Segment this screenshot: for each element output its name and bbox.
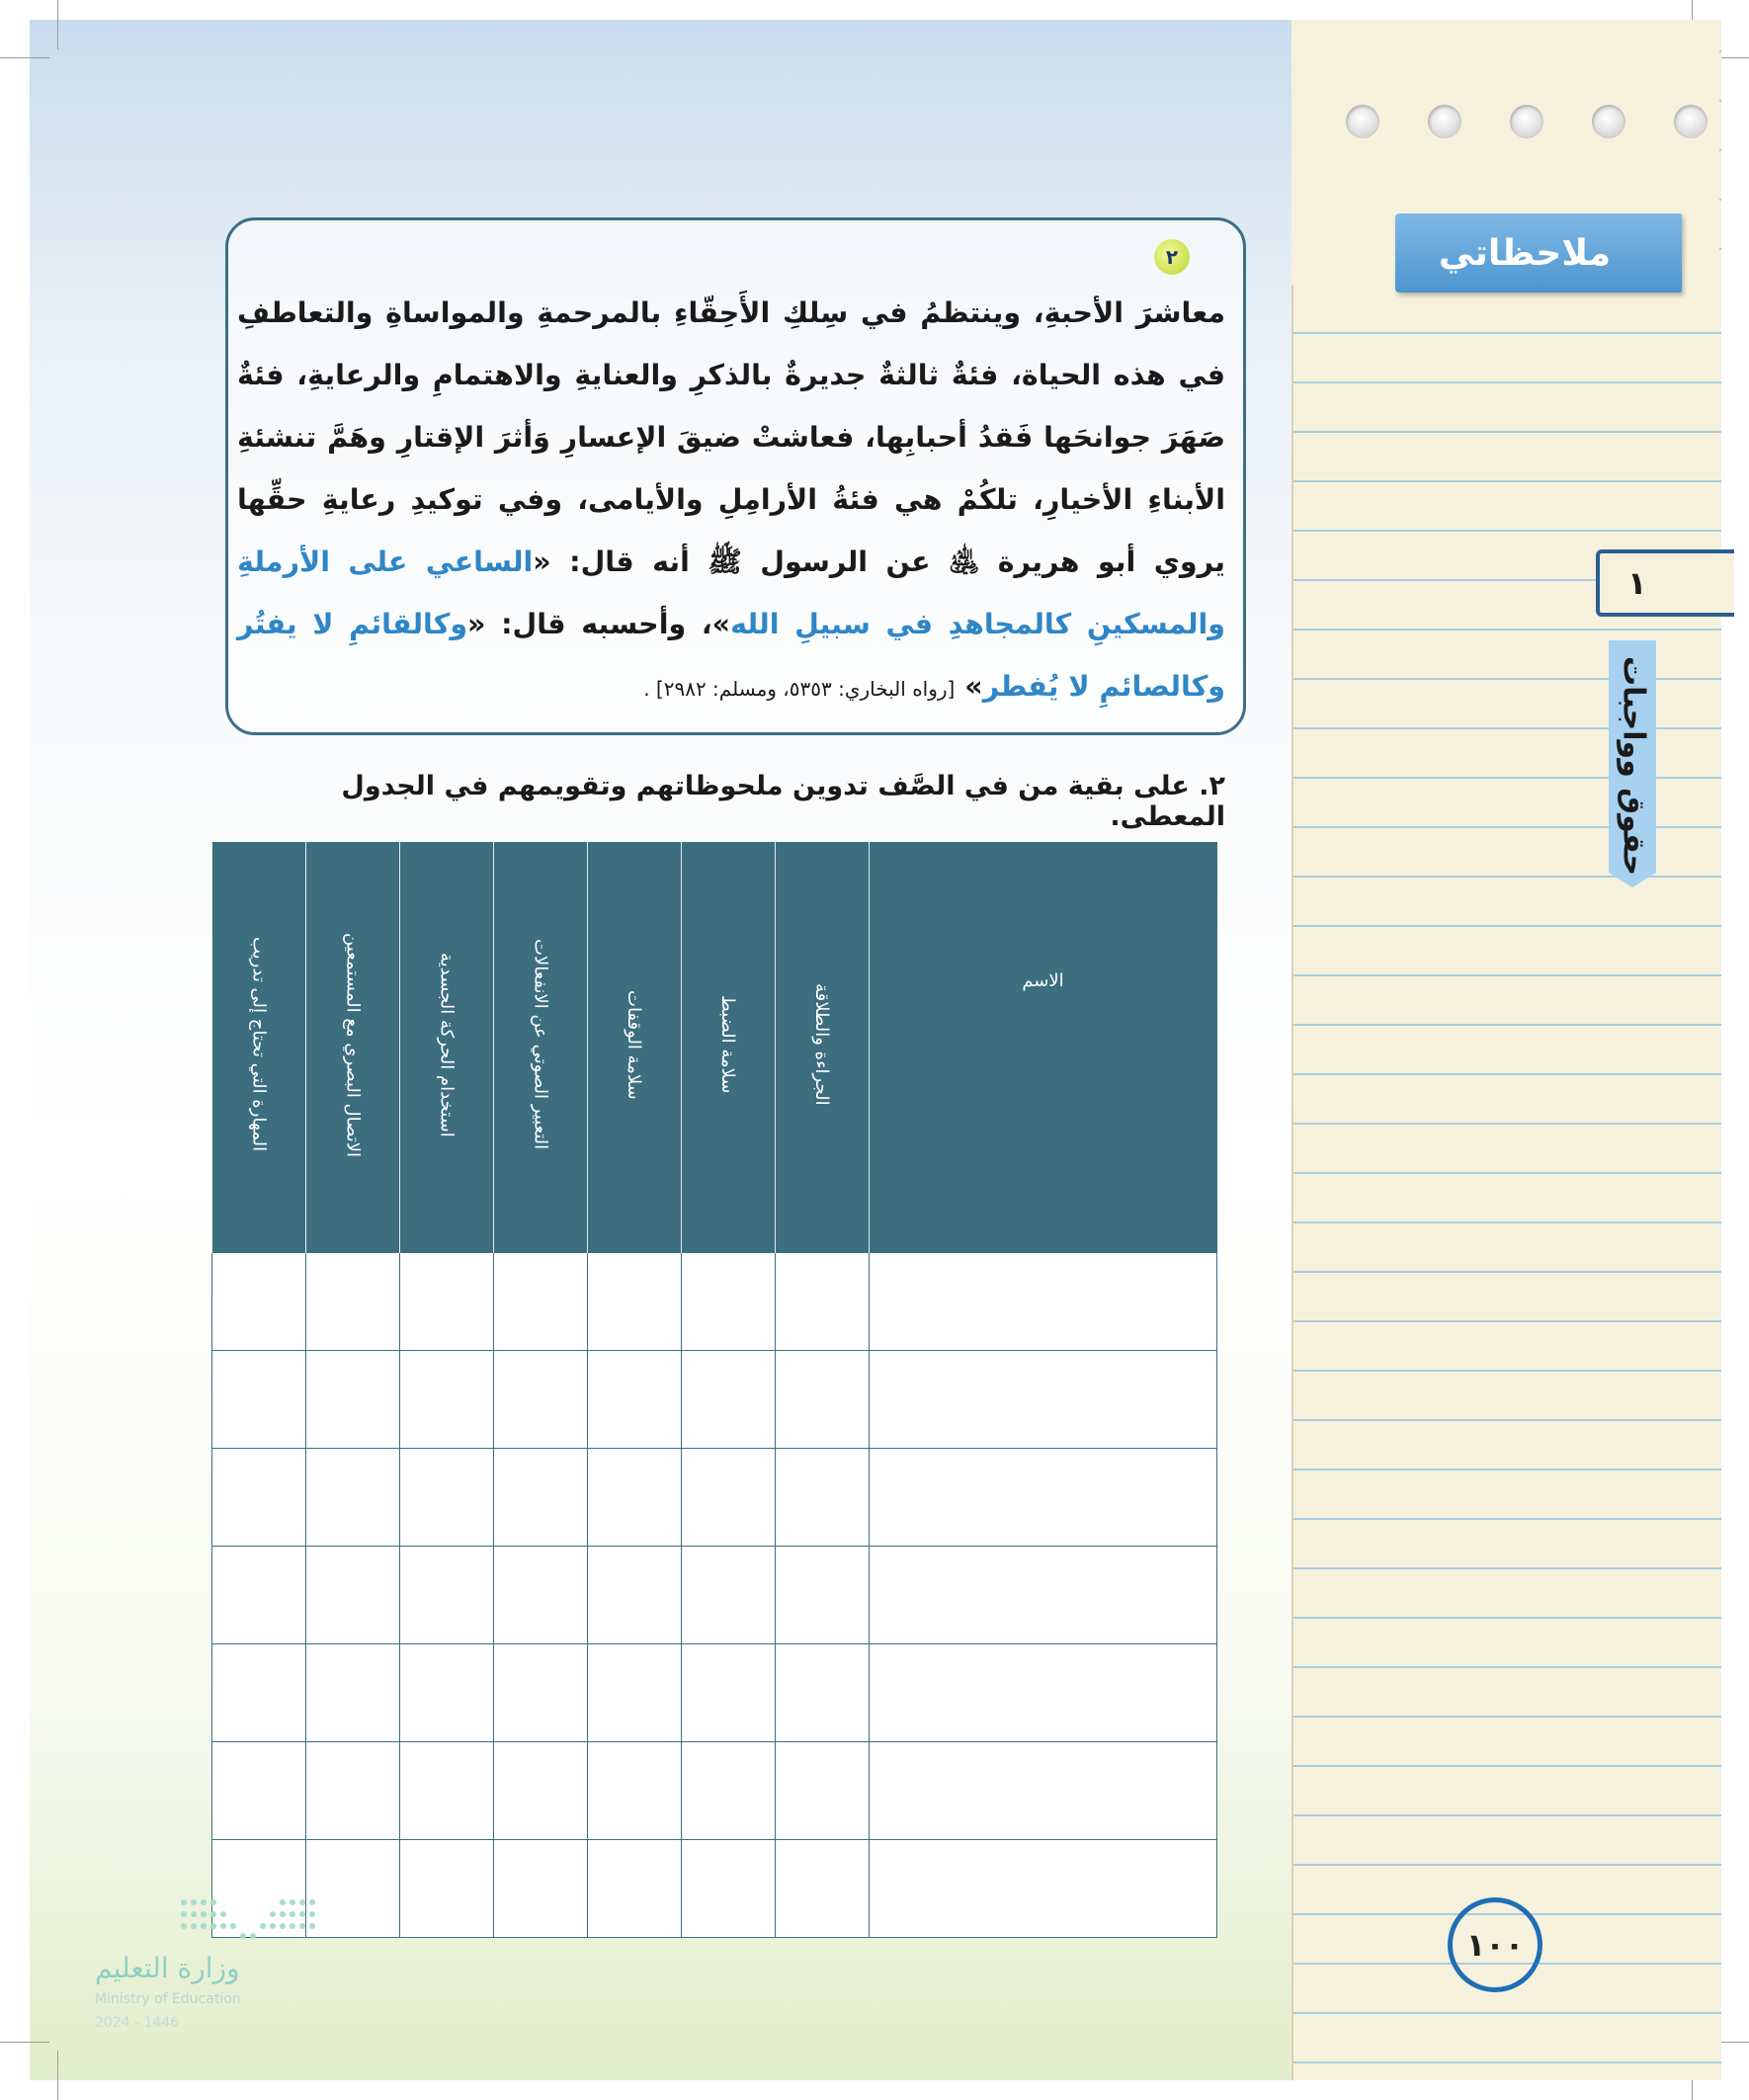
notes-tab-label: ملاحظاتي — [1438, 232, 1611, 274]
evaluation-table — [211, 842, 1217, 1938]
table-cell[interactable] — [775, 1742, 869, 1840]
table-cell[interactable] — [587, 1840, 681, 1938]
table-cell[interactable] — [869, 1351, 1217, 1449]
hadith-quote-2: وكالقائمِ لا يفتُر وكالصائمِ لا يُفطر — [237, 608, 1225, 703]
table-cell[interactable] — [869, 1742, 1217, 1840]
header-fluency — [775, 842, 869, 1253]
crop-mark — [57, 2051, 58, 2100]
crop-mark — [57, 0, 58, 49]
header-name-label: الاسم — [1022, 970, 1064, 991]
page-number — [1448, 1897, 1542, 1992]
table-row — [212, 1253, 1217, 1351]
header-pauses — [587, 842, 681, 1253]
badge-label: ٢ — [1165, 245, 1179, 269]
hadith-mid: »، وأحسبه قال: « — [467, 608, 731, 640]
header-diction — [681, 842, 775, 1253]
unit-number-box — [1596, 549, 1734, 617]
header-name — [869, 842, 1217, 1253]
header-fluency-label: الجراءة والطلاقة — [811, 983, 833, 1106]
header-pauses-label: سلامة الوقفات — [624, 989, 645, 1100]
table-cell[interactable] — [493, 1351, 587, 1449]
notes-panel — [1291, 20, 1721, 2080]
binder-hole — [1428, 105, 1461, 138]
table-cell[interactable] — [212, 1644, 306, 1742]
table-cell[interactable] — [775, 1840, 869, 1938]
table-cell[interactable] — [493, 1253, 587, 1351]
table-cell[interactable] — [306, 1449, 400, 1547]
unit-title: حقوق وواجبات — [1616, 655, 1651, 877]
table-cell[interactable] — [399, 1253, 493, 1351]
crop-mark — [0, 57, 49, 58]
table-cell[interactable] — [493, 1547, 587, 1644]
table-cell[interactable] — [775, 1644, 869, 1742]
page-number-label: ١٠٠ — [1465, 1926, 1525, 1964]
table-cell[interactable] — [587, 1449, 681, 1547]
table-cell[interactable] — [775, 1253, 869, 1351]
table-cell[interactable] — [587, 1351, 681, 1449]
header-eye-label: الاتصال البصري مع المستمعين — [342, 932, 364, 1157]
table-header-row — [212, 842, 1217, 1253]
table-cell[interactable] — [399, 1547, 493, 1644]
table-row — [212, 1547, 1217, 1644]
table-cell[interactable] — [212, 1351, 306, 1449]
table-cell[interactable] — [399, 1742, 493, 1840]
table-cell[interactable] — [306, 1351, 400, 1449]
table-cell[interactable] — [681, 1547, 775, 1644]
header-body — [399, 842, 493, 1253]
table-cell[interactable] — [869, 1840, 1217, 1938]
table-cell[interactable] — [306, 1547, 400, 1644]
table-cell[interactable] — [399, 1644, 493, 1742]
table-cell[interactable] — [212, 1449, 306, 1547]
ministry-name-english: Ministry of Education — [95, 1991, 241, 2007]
crop-mark — [0, 2042, 49, 2043]
binder-hole — [1346, 105, 1379, 138]
unit-number: ١ — [1627, 564, 1647, 602]
header-vocal — [493, 842, 587, 1253]
table-cell[interactable] — [587, 1547, 681, 1644]
table-row — [212, 1351, 1217, 1449]
table-cell[interactable] — [493, 1742, 587, 1840]
table-cell[interactable] — [306, 1253, 400, 1351]
hadith-intro: معاشرَ الأحبةِ، وينتظمُ في سِلكِ الأَحِقّاءِ بالمرحمةِ والمواساةِ والتعاطفِ في هذه الحياة، فئةٌ ثالثةٌ جديرةٌ بالذكرِ والعنايةِ والاهتمامِ والرعايةِ، فئةٌ صَهَرَ جوانحَها فَقدُ أحبابِها، فعاشتْ ضيقَ الإعسارِ وَأثرَ الإقتارِ وهَمَّ تنشئةِ الأبناءِ الأخيارِ، تلكُمْ هي فئةُ الأرامِلِ والأيامى، وفي توكيدِ رعايةِ حقِّها يروي أبو هريرة ﵁ عن الرسول ﷺ أنه قال: « — [237, 296, 1225, 578]
ministry-logo-icon — [174, 1892, 332, 1942]
table-cell[interactable] — [587, 1253, 681, 1351]
table-cell[interactable] — [681, 1644, 775, 1742]
hadith-reference: [رواه البخاري: ٥٣٥٣، ومسلم: ٢٩٨٢] . — [643, 677, 956, 701]
table-cell[interactable] — [212, 1547, 306, 1644]
table-cell[interactable] — [869, 1253, 1217, 1351]
table-cell[interactable] — [212, 1742, 306, 1840]
ministry-name-arabic: وزارة التعليم — [95, 1952, 240, 1984]
hadith-close: » — [955, 670, 983, 703]
binder-hole — [1592, 105, 1625, 138]
table-cell[interactable] — [306, 1644, 400, 1742]
table-row — [212, 1644, 1217, 1742]
header-skill-label: المهارة التي تحتاج إلى تدريب — [248, 937, 270, 1152]
header-vocal-label: التعبير الصوتي عن الانفعالات — [530, 939, 551, 1150]
table-cell[interactable] — [212, 1253, 306, 1351]
table-row — [212, 1449, 1217, 1547]
ministry-logo — [95, 1892, 332, 2041]
table-cell[interactable] — [306, 1742, 400, 1840]
header-diction-label: سلامة الضبط — [717, 995, 739, 1094]
table-cell[interactable] — [399, 1449, 493, 1547]
table-row — [212, 1840, 1217, 1938]
paragraph-number-badge — [1154, 239, 1190, 275]
table-cell[interactable] — [493, 1644, 587, 1742]
table-cell[interactable] — [681, 1449, 775, 1547]
table-cell[interactable] — [399, 1840, 493, 1938]
hadith-paragraph — [237, 282, 1225, 720]
table-cell[interactable] — [493, 1449, 587, 1547]
table-cell[interactable] — [399, 1351, 493, 1449]
table-row — [212, 1742, 1217, 1840]
header-body-label: استخدام الحركة الجسدية — [436, 952, 458, 1137]
hadith-quote-1: الساعي على الأرملةِ والمسكينِ كالمجاهدِ في سبيلِ الله — [237, 546, 1225, 640]
binder-hole — [1510, 105, 1543, 138]
table-cell[interactable] — [681, 1253, 775, 1351]
instruction-text: ٢. على بقية من في الصَّف تدوين ملحوظاتهم وتقويمهم في الجدول المعطى. — [341, 771, 1225, 832]
header-skill — [212, 842, 306, 1253]
table-cell[interactable] — [869, 1547, 1217, 1644]
table-cell[interactable] — [587, 1742, 681, 1840]
table-cell[interactable] — [587, 1644, 681, 1742]
edition-year: 2024 - 1446 — [95, 2015, 180, 2031]
binder-hole — [1674, 105, 1707, 138]
table-cell[interactable] — [681, 1742, 775, 1840]
table-cell[interactable] — [681, 1351, 775, 1449]
table-cell[interactable] — [681, 1840, 775, 1938]
table-cell[interactable] — [775, 1351, 869, 1449]
table-cell[interactable] — [493, 1840, 587, 1938]
table-cell[interactable] — [775, 1449, 869, 1547]
table-cell[interactable] — [775, 1547, 869, 1644]
header-eye — [306, 842, 400, 1253]
notes-tab — [1395, 213, 1682, 293]
table-cell[interactable] — [869, 1644, 1217, 1742]
table-cell[interactable] — [869, 1449, 1217, 1547]
